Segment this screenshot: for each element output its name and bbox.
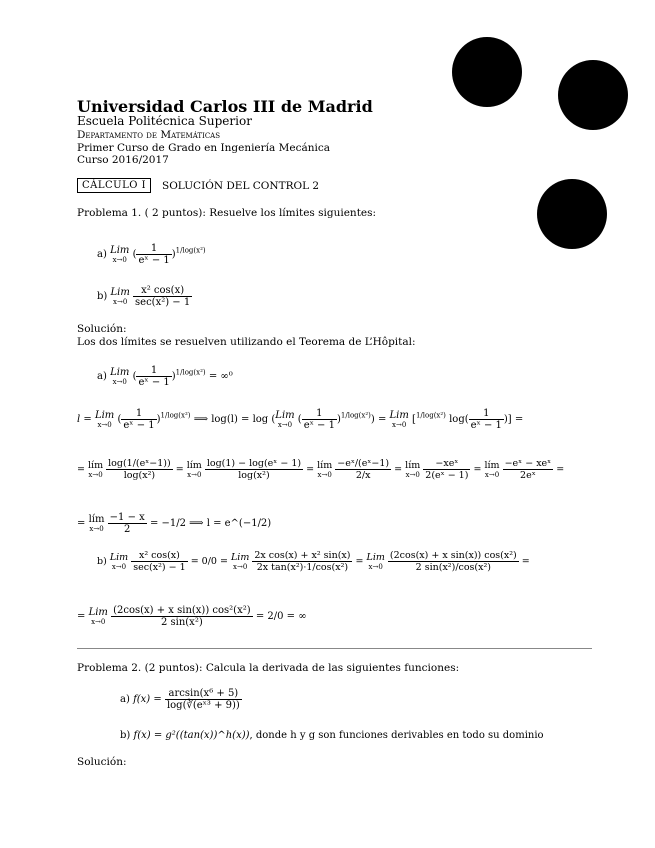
lim-sub: x→0 xyxy=(405,471,420,479)
lim-text: lím xyxy=(405,460,421,471)
equals: = xyxy=(175,464,184,475)
lim-sub: x→0 xyxy=(317,471,332,479)
p2-fx-b: f(x) = g²((tan(x))^h(x)) xyxy=(133,730,250,741)
frac-num: 1 xyxy=(469,408,504,420)
equals: = xyxy=(306,464,315,475)
frac-num: −eˣ − xeˣ xyxy=(504,458,552,469)
lim-sub: x→0 xyxy=(97,421,112,429)
frac-num: −eˣ/(eˣ−1) xyxy=(337,458,390,469)
lim-text: Lim xyxy=(110,287,130,298)
lim-text: lím xyxy=(186,460,202,471)
frac-num: −1 − x xyxy=(109,512,145,523)
frac-num: 1 xyxy=(136,243,171,255)
lim-text: lím xyxy=(88,460,104,471)
frac-num: log(1) − log(eˣ − 1) xyxy=(206,458,302,469)
frac-den: eˣ − 1 xyxy=(138,377,170,388)
l-eq: l = xyxy=(77,414,92,425)
punch-hole-1 xyxy=(452,37,522,107)
frac-num: x² cos(x) xyxy=(133,285,192,297)
frac-num: (2cos(x) + x sin(x)) cos(x²) xyxy=(389,550,517,561)
equals: = xyxy=(77,518,86,529)
lim-text: Lim xyxy=(109,552,129,563)
academic-year: Curso 2016/2017 xyxy=(77,154,169,166)
lim-sub: x→0 xyxy=(233,563,248,571)
frac-den: log(∛(eˣ³ + 9)) xyxy=(166,700,240,711)
lim-text: Lim xyxy=(88,607,108,618)
lim-text: lím xyxy=(317,460,333,471)
frac-den: eˣ − 1 xyxy=(470,420,502,431)
exponent: 1/log(x²) xyxy=(340,411,371,420)
frac-den: sec(x²) − 1 xyxy=(133,562,186,573)
exponent: 1/log(x²) xyxy=(415,411,446,420)
frac-den: 2 xyxy=(124,524,131,535)
punch-hole-2 xyxy=(558,60,628,130)
sol-a-label: a) xyxy=(97,371,107,382)
frac-num: x² cos(x) xyxy=(131,550,187,562)
frac-den: 2x tan(x²)·1/cos(x²) xyxy=(256,562,349,573)
lim-sub: x→0 xyxy=(277,421,293,429)
frac-den: eˣ − 1 xyxy=(138,255,170,266)
equals: = xyxy=(556,464,565,475)
frac-num: log(1/(eˣ−1)) xyxy=(108,458,171,469)
equals: = xyxy=(394,464,403,475)
problem2-item-b xyxy=(120,730,544,741)
lim-sub: x→0 xyxy=(113,298,128,306)
solution-a-line4 xyxy=(77,512,271,535)
lim-sub: x→0 xyxy=(89,525,104,533)
lim-sub: x→0 xyxy=(91,618,106,626)
frac-num: 2x cos(x) + x² sin(x) xyxy=(254,550,351,561)
lim-sub: x→0 xyxy=(88,471,103,479)
frac-num: arcsin(x⁶ + 5) xyxy=(165,688,242,700)
frac-num: 1 xyxy=(136,365,171,377)
frac-den: 2(eˣ − 1) xyxy=(425,470,469,481)
equals: = xyxy=(514,414,524,425)
department-name: Departamento de Matemáticas xyxy=(77,129,221,141)
equals: = xyxy=(377,414,387,425)
lim-sub: x→0 xyxy=(112,378,127,386)
lim-sub: x→0 xyxy=(111,563,127,571)
problem2-item-a xyxy=(120,688,242,711)
lim-text: Lim xyxy=(275,410,295,421)
frac-den: 2eˣ xyxy=(520,470,536,481)
frac-den: log(x²) xyxy=(123,470,156,481)
problem1-item-a: a) Lim x→0 ( $\frac{1}{\text{eˣ − 1}}$ )$^{1/log(x^2)}$ xyxy=(97,243,206,266)
lim-text: Lim xyxy=(110,245,130,256)
lim-sub: x→0 xyxy=(484,471,500,479)
solution-a-line3 xyxy=(77,458,564,481)
punch-hole-3 xyxy=(537,179,607,249)
lim-text: Lim xyxy=(230,552,250,563)
lim-sub: x→0 xyxy=(112,256,127,264)
exponent: 1/log(x²) xyxy=(175,368,206,377)
indeterminate: = 0/0 = xyxy=(190,556,228,567)
solution-b-line1 xyxy=(97,550,530,573)
lim-sub: x→0 xyxy=(392,421,407,429)
lim-text: Lim xyxy=(110,367,130,378)
lim-text: Lim xyxy=(389,410,409,421)
frac-num: (2cos(x) + x sin(x)) cos²(x²) xyxy=(113,605,251,616)
frac-den: 2 sin(x²)/cos(x²) xyxy=(415,562,492,573)
problem1-item-b xyxy=(97,285,192,308)
item-a-label: a) xyxy=(97,249,107,260)
solution-label-2: Solución: xyxy=(77,756,127,768)
result-a: = ∞⁰ xyxy=(208,371,233,382)
school-name: Escuela Politécnica Superior xyxy=(77,114,252,128)
frac-num: −xeˣ xyxy=(423,458,470,470)
document-title: SOLUCIÓN DEL CONTROL 2 xyxy=(162,180,320,192)
section-divider xyxy=(77,648,592,649)
lim-text: lím xyxy=(88,514,105,525)
frac-num: 1 xyxy=(302,408,337,420)
solution-label-1: Solución: xyxy=(77,323,127,335)
result-l: = −1/2 ⟹ l = e^(−1/2) xyxy=(149,518,272,529)
solution-b-line2 xyxy=(77,605,307,628)
frac-den: eˣ − 1 xyxy=(303,420,335,431)
p2-item-b-text: , donde h y g son funciones derivables en todo su dominio xyxy=(249,730,544,741)
p2-item-a-label: a) xyxy=(120,694,130,705)
lim-text: Lim xyxy=(366,552,385,563)
subject-box: CÁLCULO I xyxy=(77,178,151,193)
course-name: Primer Curso de Grado en Ingeniería Mecánica xyxy=(77,142,330,154)
university-title: Universidad Carlos III de Madrid xyxy=(77,97,373,116)
exponent: 1/log(x²) xyxy=(160,411,191,420)
frac-den: 2 sin(x²) xyxy=(160,617,203,628)
equals: = xyxy=(521,556,530,567)
p2-fx: f(x) = xyxy=(133,694,162,705)
frac-num: 1 xyxy=(121,408,156,420)
equals: = xyxy=(77,611,86,622)
solution-intro: Los dos límites se resuelven utilizando el Teorema de L’Hôpital: xyxy=(77,336,416,348)
equals: = xyxy=(355,556,364,567)
problem1-statement: Problema 1. ( 2 puntos): Resuelve los límites siguientes: xyxy=(77,207,377,219)
log-l: ⟹ log(l) = log xyxy=(193,414,269,425)
sol-b-label: b) xyxy=(97,556,107,567)
frac-den: 2/x xyxy=(355,470,371,481)
problem2-statement: Problema 2. (2 puntos): Calcula la derivada de las siguientes funciones: xyxy=(77,662,460,674)
equals: = xyxy=(77,464,85,475)
lim-sub: x→0 xyxy=(187,471,202,479)
item-b-label: b) xyxy=(97,291,108,302)
solution-a-line2: l = Lim x→0 ( $\frac{1}{\text{eˣ − 1}}$ )$^{1/log(x^2)}$ ⟹ log(l) = log ( Lim x→0 ( $\frac{1}{\text{eˣ − 1}}$ )$^{1/log(x^2)}$) = Lim x→0 [$^{1/log(x^2)}$ log( $\frac{1}{\text{eˣ − 1}}$ )] = xyxy=(77,408,524,431)
frac-den: log(x²) xyxy=(238,470,270,481)
lim-text: lím xyxy=(484,460,500,471)
solution-a-line1: a) Lim x→0 ( $\frac{1}{\text{eˣ − 1}}$ )$^{1/log(x^2)}$ = ∞⁰ xyxy=(97,365,233,388)
equals: = xyxy=(473,464,482,475)
lim-text: Lim xyxy=(94,410,115,421)
frac-den: sec(x²) − 1 xyxy=(135,297,191,308)
result-b: = 2/0 = ∞ xyxy=(255,611,307,622)
p2-item-b-label: b) xyxy=(120,730,131,741)
lim-sub: x→0 xyxy=(368,563,383,571)
frac-den: eˣ − 1 xyxy=(123,420,155,431)
exponent: 1/log(x²) xyxy=(175,246,206,255)
